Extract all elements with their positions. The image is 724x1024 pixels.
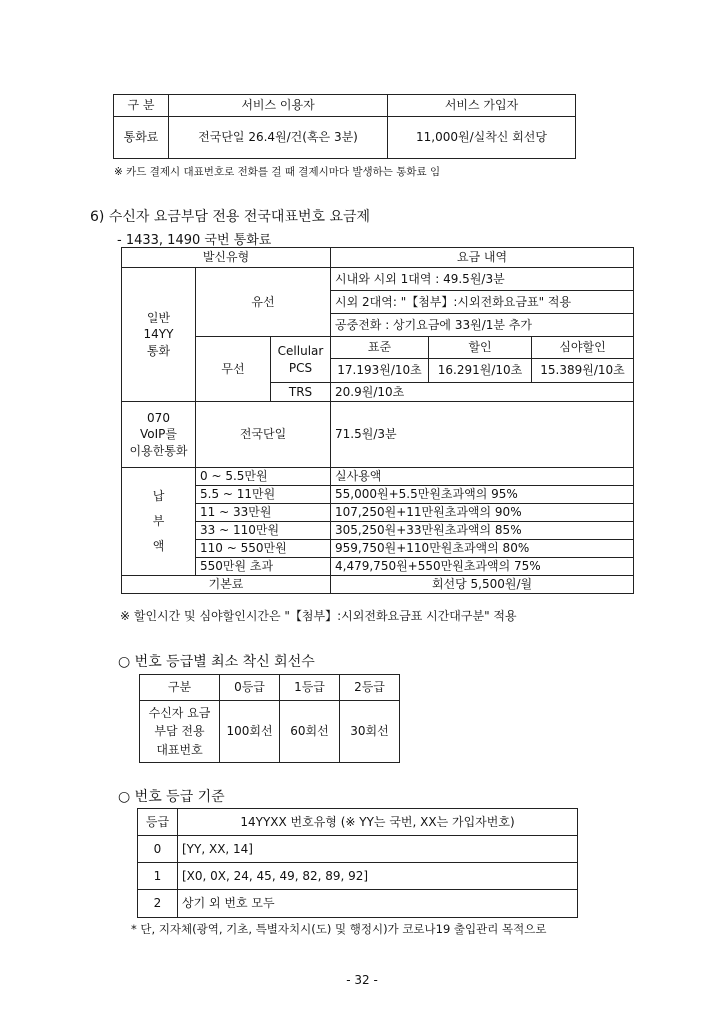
min-lines-grade2: 30회선	[340, 701, 400, 763]
min-lines-header: 1등급	[280, 675, 340, 701]
note-card-payment: ※ 카드 결제시 대표번호로 전화를 걸 때 결제시마다 발생하는 통화료 임	[114, 166, 441, 178]
tier-amount: 4,479,750원+550만원초과액의 75%	[331, 558, 634, 576]
min-lines-grade0: 100회선	[220, 701, 280, 763]
tier-amount: 107,250원+11만원초과액의 90%	[331, 504, 634, 522]
wired-rate-2: 시외 2대역: "【첨부】:시외전화요금표" 적용	[331, 291, 634, 314]
wired-rate-1: 시내와 시외 1대역 : 49.5원/3분	[331, 268, 634, 291]
rate-head-discount: 할인	[429, 337, 532, 359]
min-lines-table	[139, 674, 400, 763]
min-lines-header: 0등급	[220, 675, 280, 701]
tier-range: 0 ~ 5.5만원	[196, 468, 331, 486]
basic-fee-label: 기본료	[122, 576, 331, 594]
payment-label: 납 부 액	[122, 468, 196, 576]
rate-standard: 17.193원/10초	[331, 359, 429, 383]
grade-type: [X0, 0X, 24, 45, 49, 82, 89, 92]	[178, 863, 578, 890]
head-detail: 요금 내역	[331, 248, 634, 268]
min-lines-header: 2등급	[340, 675, 400, 701]
grade-type: 상기 외 번호 모두	[178, 890, 578, 918]
grade-criteria-title: ○ 번호 등급 기준	[118, 789, 225, 805]
min-lines-row-label: 수신자 요금 부담 전용 대표번호	[140, 701, 220, 763]
general-call-label: 일반 14YY 통화	[122, 268, 196, 402]
grade-type: [YY, XX, 14]	[178, 836, 578, 863]
rate-discount: 16.291원/10초	[429, 359, 532, 383]
tier-amount: 55,000원+5.5만원초과액의 95%	[331, 486, 634, 504]
grade-header: 등급	[138, 809, 178, 836]
nationwide-label: 전국단일	[196, 402, 331, 468]
section-title: 6) 수신자 요금부담 전용 전국대표번호 요금제	[90, 209, 371, 225]
basic-fee: 회선당 5,500원/월	[331, 576, 634, 594]
trs-rate: 20.9원/10초	[331, 383, 634, 402]
note-covid: * 단, 지자체(광역, 기초, 특별자치시(도) 및 행정시)가 코로나19 출입관리 목적으로	[131, 922, 547, 936]
tier-range: 5.5 ~ 11만원	[196, 486, 331, 504]
cellular-pcs-label: Cellular PCS	[271, 337, 331, 383]
type-header: 14YYXX 번호유형 (※ YY는 국번, XX는 가입자번호)	[178, 809, 578, 836]
rate-night: 15.389원/10초	[532, 359, 634, 383]
voip-rate: 71.5원/3분	[331, 402, 634, 468]
section-subtitle: - 1433, 1490 국번 통화료	[117, 233, 272, 248]
user-rate: 전국단일 26.4원/건(혹은 3분)	[169, 117, 388, 159]
grade-value: 2	[138, 890, 178, 918]
row-label-call-fee: 통화료	[114, 117, 169, 159]
tier-amount: 실사용액	[331, 468, 634, 486]
rate-table	[121, 247, 634, 594]
voip-label: 070 VoIP를 이용한통화	[122, 402, 196, 468]
rate-head-night: 심야할인	[532, 337, 634, 359]
note-discount-time: ※ 할인시간 및 심야할인시간은 "【첨부】:시외전화요금표 시간대구분" 적용	[120, 609, 517, 623]
tier-range: 110 ~ 550만원	[196, 540, 331, 558]
header-service-subscriber: 서비스 가입자	[388, 95, 576, 117]
grade-value: 0	[138, 836, 178, 863]
grade-value: 1	[138, 863, 178, 890]
header-service-user: 서비스 이용자	[169, 95, 388, 117]
min-lines-title: ○ 번호 등급별 최소 착신 회선수	[118, 654, 315, 670]
header-division: 구 분	[114, 95, 169, 117]
wireless-label: 무선	[196, 337, 271, 402]
trs-label: TRS	[271, 383, 331, 402]
tier-range: 11 ~ 33만원	[196, 504, 331, 522]
wired-rate-3: 공중전화 : 상기요금에 33원/1분 추가	[331, 314, 634, 337]
subscriber-rate: 11,000원/실착신 회선당	[388, 117, 576, 159]
rate-head-standard: 표준	[331, 337, 429, 359]
call-fee-table	[113, 94, 576, 159]
min-lines-grade1: 60회선	[280, 701, 340, 763]
tier-amount: 959,750원+110만원초과액의 80%	[331, 540, 634, 558]
tier-range: 550만원 초과	[196, 558, 331, 576]
head-origin: 발신유형	[122, 248, 331, 268]
tier-range: 33 ~ 110만원	[196, 522, 331, 540]
tier-amount: 305,250원+33만원초과액의 85%	[331, 522, 634, 540]
page-number: - 32 -	[346, 973, 378, 987]
grade-criteria-table	[137, 808, 578, 918]
wired-label: 유선	[196, 268, 331, 337]
min-lines-header: 구분	[140, 675, 220, 701]
